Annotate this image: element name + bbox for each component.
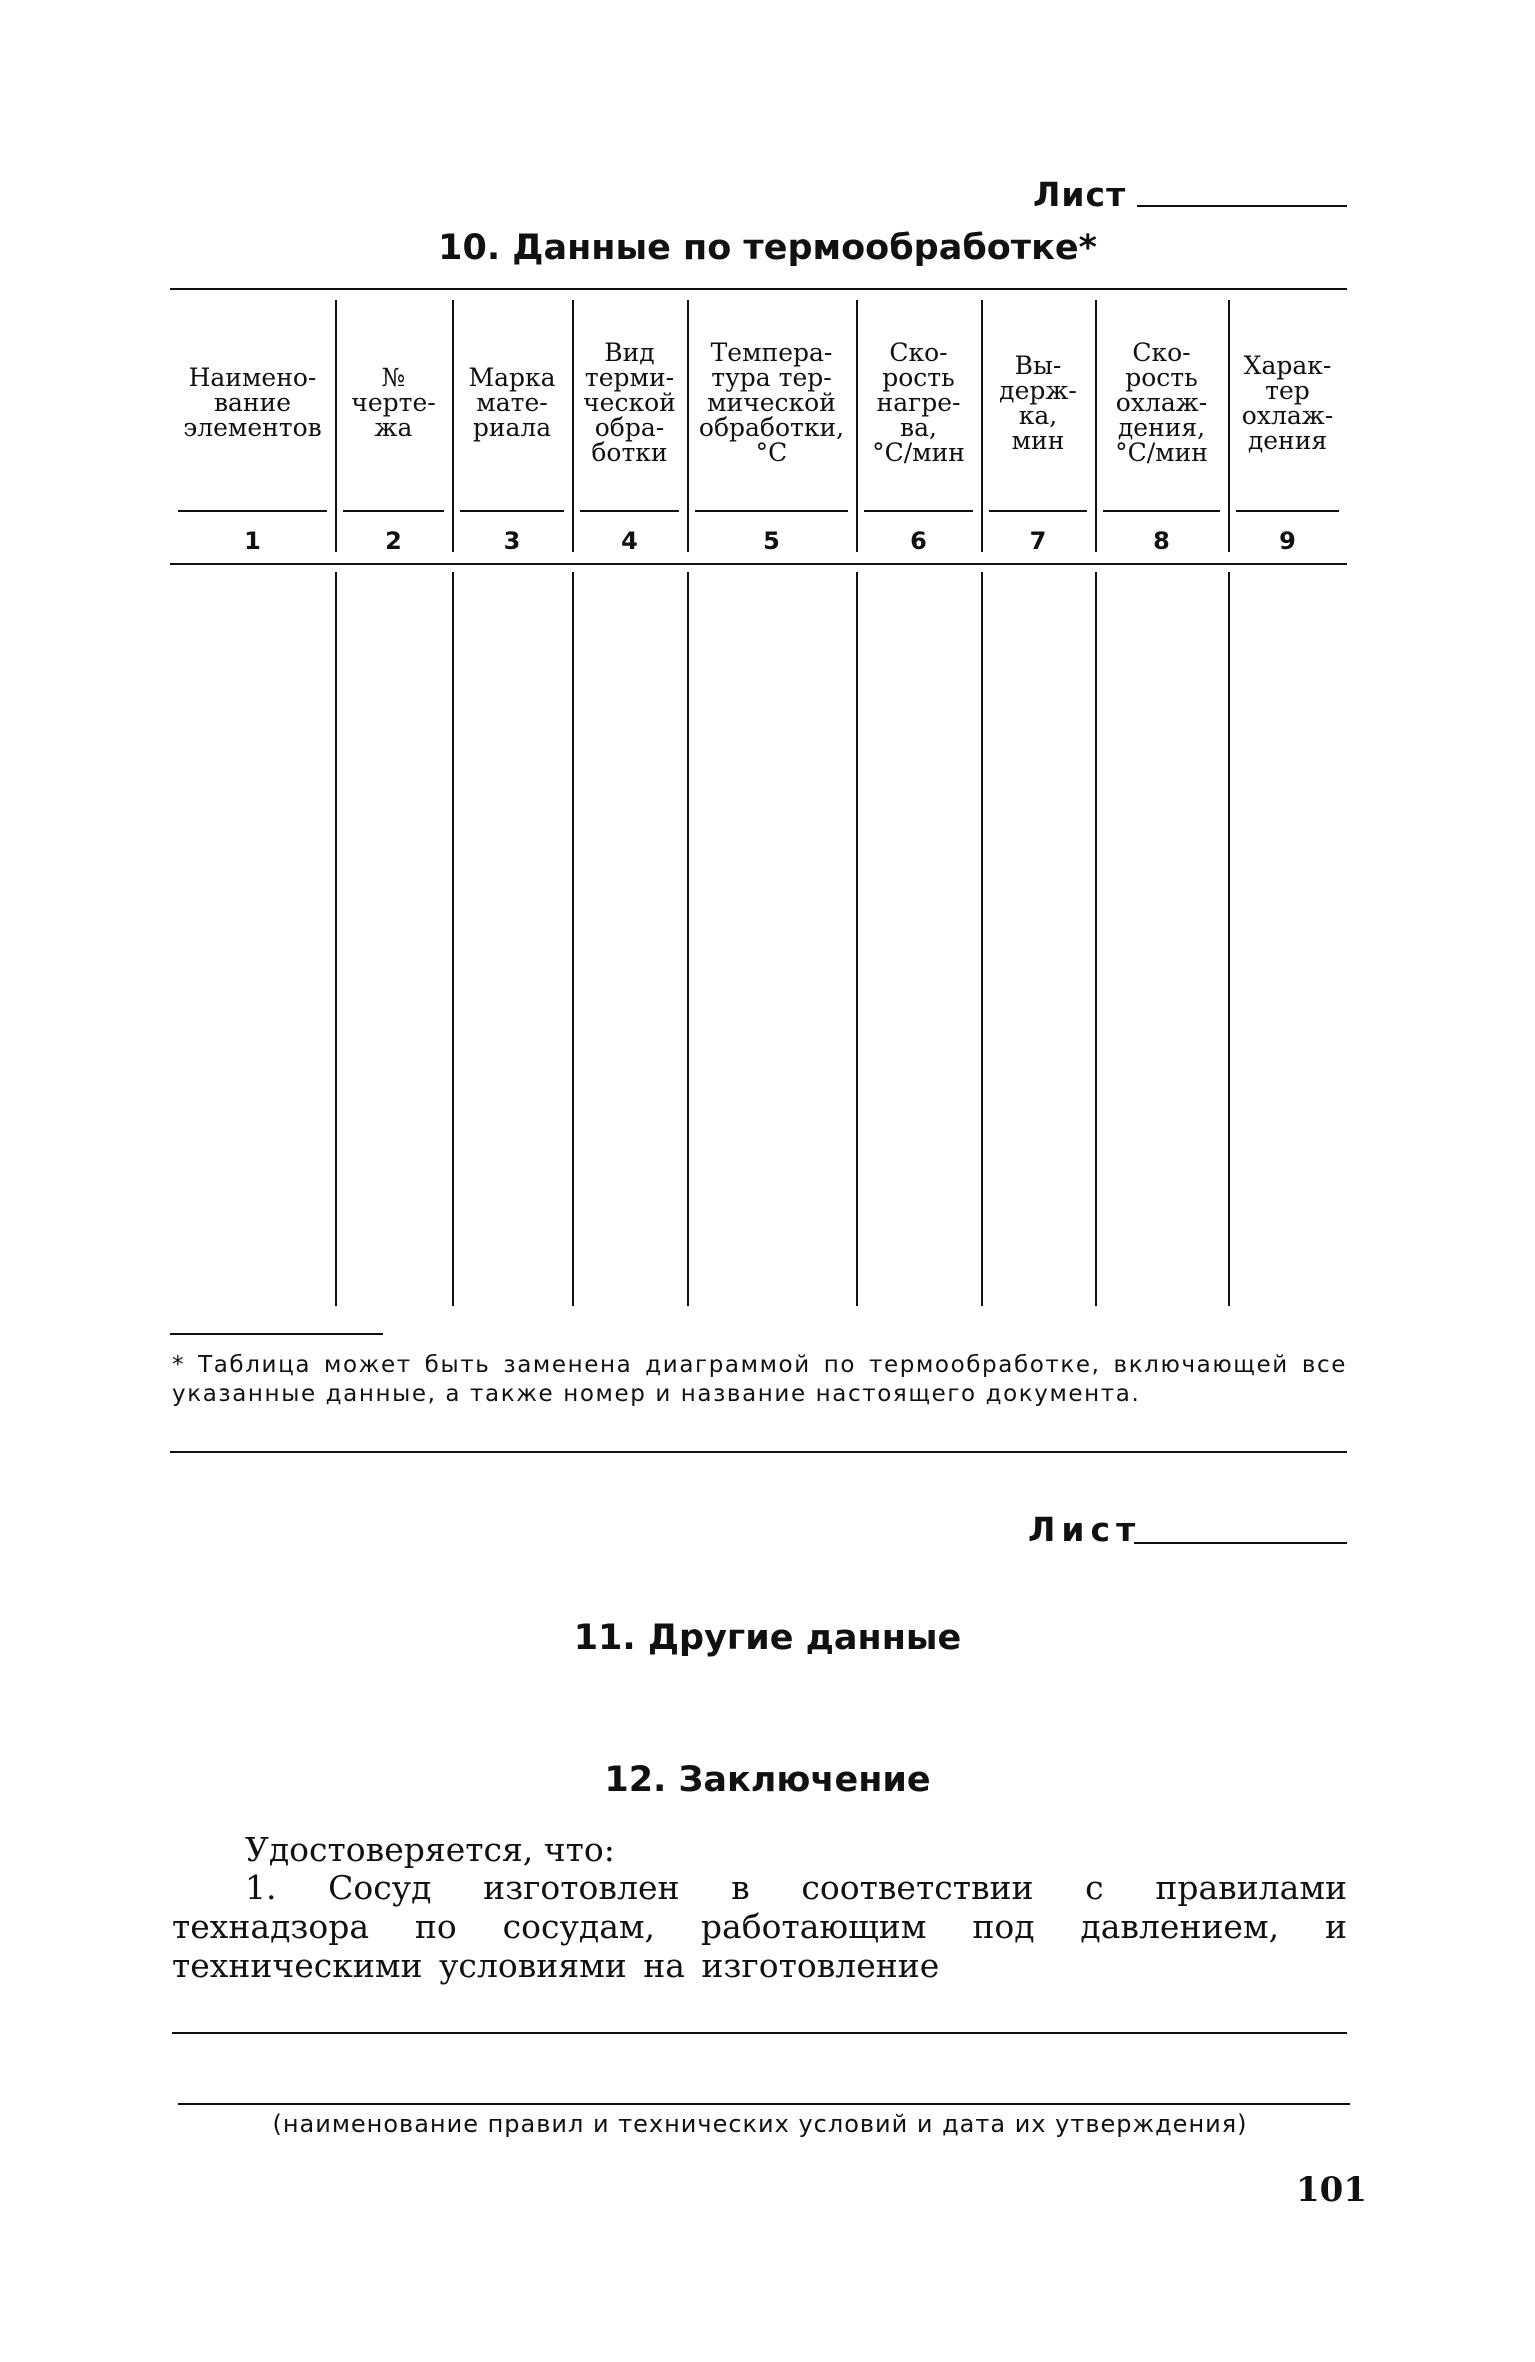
sheet-number-line[interactable] xyxy=(1134,1542,1347,1544)
column-number: 8 xyxy=(1153,527,1170,555)
sheet-label: Лист xyxy=(1033,175,1127,214)
column-header: Ско- рость охлаж- дения, °С/мин xyxy=(1115,338,1208,467)
column-number-rule xyxy=(580,510,679,512)
column-header: № черте- жа xyxy=(351,363,436,442)
column-number: 4 xyxy=(621,527,638,555)
column-header: Вы- держ- ка, мин xyxy=(999,350,1077,455)
column-number: 3 xyxy=(503,527,521,555)
column-number-rule xyxy=(1103,510,1220,512)
table-cell[interactable] xyxy=(1230,574,1345,1304)
column-number: 5 xyxy=(763,527,780,555)
column-number: 1 xyxy=(244,527,261,555)
sheet-number-line[interactable] xyxy=(1137,205,1347,207)
table-cell[interactable] xyxy=(454,574,570,1304)
table-header-bottom-rule xyxy=(170,563,1347,565)
section-12-title: 12. Заключение xyxy=(604,1760,931,1800)
table-top-rule xyxy=(170,288,1347,290)
table-cell[interactable] xyxy=(983,574,1093,1304)
column-number-rule xyxy=(989,510,1087,512)
footnote-text: * Таблица может быть заменена диаграммой по термообработке, включающей все указанные данные, а также номер и название настоящего документа. xyxy=(172,1352,1347,1407)
page-number: 101 xyxy=(1296,2170,1367,2210)
divider xyxy=(170,1451,1347,1453)
column-number-rule xyxy=(695,510,848,512)
column-header: Наимено- вание элементов xyxy=(183,363,322,442)
section-10-title: 10. Данные по термообработке* xyxy=(438,228,1097,268)
table-cell[interactable] xyxy=(689,574,854,1304)
column-number-rule xyxy=(864,510,973,512)
fill-line[interactable] xyxy=(172,2032,1347,2034)
table-cell[interactable] xyxy=(858,574,979,1304)
table-cell[interactable] xyxy=(1097,574,1226,1304)
footnote-separator xyxy=(170,1333,383,1335)
column-number-rule xyxy=(1236,510,1339,512)
table-cell[interactable] xyxy=(574,574,685,1304)
sheet-label: Лист xyxy=(1028,1510,1142,1549)
column-number: 2 xyxy=(385,527,402,555)
column-number-rule xyxy=(343,510,444,512)
conclusion-intro: Удостоверяется, что: xyxy=(245,1830,615,1869)
column-number: 9 xyxy=(1279,527,1296,555)
section-11-title: 11. Другие данные xyxy=(573,1618,962,1658)
conclusion-item-1: 1. Сосуд изготовлен в соответствии с правилами технадзора по сосудам, работающим под давлением, и техническими условиями на изготовление xyxy=(172,1868,1347,1985)
fill-line-caption: (наименование правил и технических условий и дата их утверждения) xyxy=(272,2110,1248,2138)
table-cell[interactable] xyxy=(172,574,333,1304)
table-cell[interactable] xyxy=(337,574,450,1304)
column-header: Темпера- тура тер- мической обработки, °С xyxy=(698,338,845,467)
column-header: Вид терми- ческой обра- ботки xyxy=(583,338,676,467)
fill-line[interactable] xyxy=(178,2103,1350,2105)
column-number-rule xyxy=(460,510,564,512)
column-number-rule xyxy=(178,510,327,512)
column-number: 6 xyxy=(910,527,927,555)
column-header: Харак- тер охлаж- дения xyxy=(1241,350,1334,455)
column-number: 7 xyxy=(1029,527,1047,555)
column-header: Марка мате- риала xyxy=(468,363,556,442)
column-header: Ско- рость нагре- ва, °С/мин xyxy=(872,338,965,467)
